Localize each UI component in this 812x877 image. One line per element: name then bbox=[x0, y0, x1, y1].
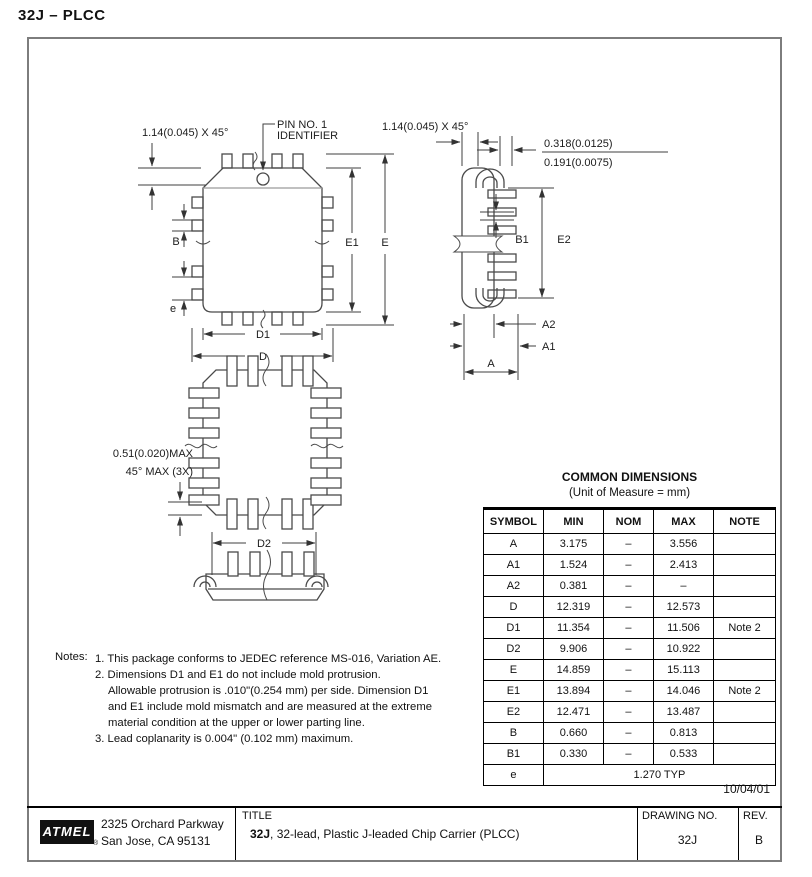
lead-thickness-min: 0.191(0.0075) bbox=[544, 157, 613, 169]
table-row: D1 11.354 – 11.506 Note 2 bbox=[484, 618, 776, 639]
bottom-edge-leads bbox=[222, 312, 303, 325]
dim-label-a1: A1 bbox=[542, 341, 556, 353]
side-view-figure bbox=[454, 168, 516, 308]
rev-label: REV. bbox=[743, 810, 768, 822]
rev-value: B bbox=[754, 833, 763, 847]
drawing-no-value: 32J bbox=[677, 833, 698, 847]
dim-label-a2: A2 bbox=[542, 319, 556, 331]
bottom-view-leads bbox=[189, 356, 341, 529]
title-cell-label: TITLE bbox=[242, 810, 272, 822]
dim-label-e2: E2 bbox=[557, 234, 571, 246]
dim-label-a: A bbox=[487, 358, 495, 370]
dim-label-e1: E1 bbox=[345, 237, 359, 249]
company-address bbox=[101, 816, 224, 850]
package-body-outline bbox=[203, 168, 322, 312]
col-header-max: MAX bbox=[653, 509, 713, 534]
drawing-no-label: DRAWING NO. bbox=[642, 810, 718, 822]
notes-list bbox=[95, 651, 495, 747]
drawing-title bbox=[250, 827, 519, 841]
col-header-note: NOTE bbox=[714, 509, 776, 534]
revision-date: 10/04/01 bbox=[723, 782, 770, 796]
table-header-row bbox=[484, 509, 776, 534]
table-row: A 3.175 – 3.556 bbox=[484, 534, 776, 555]
dim-label-e-outer: E bbox=[381, 237, 389, 249]
notes-label: Notes: bbox=[55, 651, 88, 663]
table-row: B1 0.330 – 0.533 bbox=[484, 744, 776, 765]
side-chamfer-callout: 1.14(0.045) X 45° bbox=[382, 121, 469, 133]
table-row: E 14.859 – 15.113 bbox=[484, 660, 776, 681]
drawing-title-rest: , 32-lead, Plastic J-leaded Chip Carrier (PLCC) bbox=[270, 827, 520, 841]
table-title: COMMON DIMENSIONS bbox=[561, 470, 698, 484]
pin1-callout-line2: IDENTIFIER bbox=[277, 130, 339, 142]
note-item: 2. Dimensions D1 and E1 do not include mold protrusion. Allowable protrusion is .010"(0.254 mm) per side. Dimension D1 and E1 include mold mismatch and are measured at the extreme material condition at the upper or lower parting line. bbox=[95, 669, 433, 729]
col-header-symbol: SYMBOL bbox=[484, 509, 544, 534]
right-edge-leads bbox=[322, 197, 333, 300]
table-row: A2 0.381 – – bbox=[484, 576, 776, 597]
side-view-labels bbox=[382, 121, 613, 370]
dim-label-d2: D2 bbox=[256, 538, 272, 550]
dim-label-b: B bbox=[172, 236, 180, 248]
top-view-labels bbox=[142, 119, 389, 363]
lead-thickness-max: 0.318(0.0125) bbox=[544, 138, 613, 150]
page-title: 32J – PLCC bbox=[18, 7, 106, 24]
table-subtitle: (Unit of Measure = mm) bbox=[568, 487, 691, 499]
common-dimensions-table bbox=[483, 507, 776, 786]
table-row: D 12.319 – 12.573 bbox=[484, 597, 776, 618]
col-header-nom: NOM bbox=[604, 509, 654, 534]
table-row: D2 9.906 – 10.922 bbox=[484, 639, 776, 660]
col-header-min: MIN bbox=[543, 509, 603, 534]
left-edge-leads bbox=[192, 197, 203, 300]
drawing-title-code: 32J bbox=[250, 827, 271, 841]
dim-label-d: D bbox=[259, 351, 267, 363]
corner-chamfer-callout: 45° MAX (3X) bbox=[125, 466, 193, 478]
table-row: A1 1.524 – 2.413 bbox=[484, 555, 776, 576]
title-block-divider bbox=[27, 806, 782, 808]
dim-label-e: e bbox=[169, 303, 177, 315]
address-line2: San Jose, CA 95131 bbox=[101, 834, 211, 848]
standoff-callout: 0.51(0.020)MAX bbox=[112, 448, 193, 460]
top-view-figure bbox=[192, 152, 333, 328]
table-row: B 0.660 – 0.813 bbox=[484, 723, 776, 744]
footer-symbol: e bbox=[484, 765, 544, 786]
registered-trademark-icon: ® bbox=[93, 840, 99, 847]
title-block-line bbox=[235, 808, 236, 860]
table-row: E2 12.471 – 13.487 bbox=[484, 702, 776, 723]
atmel-logo: ATMEL bbox=[40, 820, 94, 844]
dim-label-d1: D1 bbox=[255, 329, 271, 341]
address-line1: 2325 Orchard Parkway bbox=[101, 817, 224, 831]
pin1-callout-line1: PIN NO. 1 bbox=[277, 119, 328, 131]
dim-label-b1: B1 bbox=[515, 234, 529, 246]
bottom-view-figure bbox=[185, 354, 343, 600]
table-row: E1 13.894 – 14.046 Note 2 bbox=[484, 681, 776, 702]
top-chamfer-callout: 1.14(0.045) X 45° bbox=[142, 127, 229, 139]
bottom-body-outline bbox=[203, 370, 327, 515]
d2-profile-figure bbox=[194, 550, 328, 600]
pin1-identifier-dot bbox=[257, 173, 269, 185]
note-item: 1. This package conforms to JEDEC reference MS-016, Variation AE. bbox=[95, 653, 442, 665]
footer-value: 1.270 TYP bbox=[543, 765, 775, 786]
note-item: 3. Lead coplanarity is 0.004" (0.102 mm) maximum. bbox=[95, 733, 354, 745]
